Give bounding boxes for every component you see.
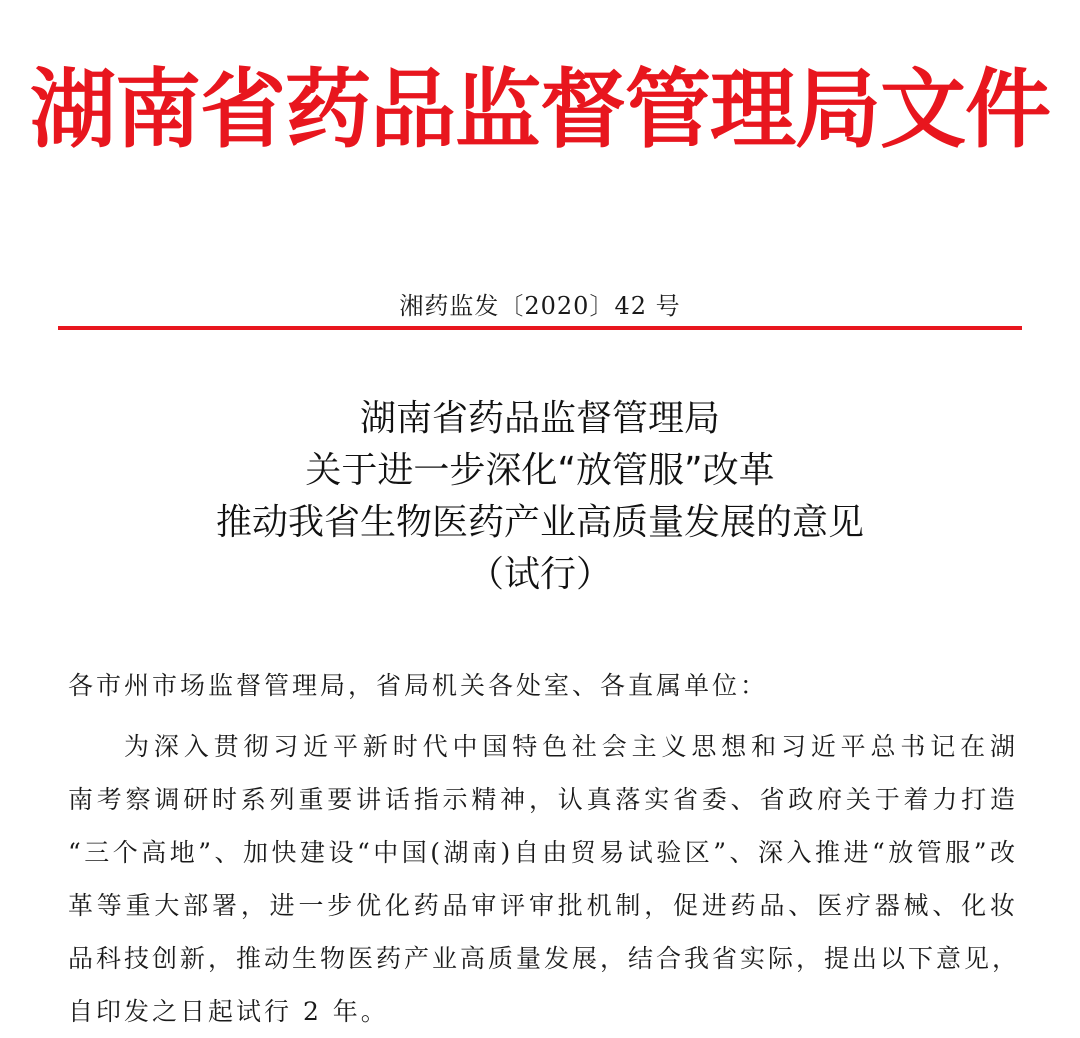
paragraph-line: 南考察调研时系列重要讲话指示精神，认真落实省委、省政府关于着力打造 — [68, 785, 1018, 814]
document-number: 湘药监发〔2020〕42 号 — [399, 292, 681, 320]
red-divider-line — [58, 326, 1022, 330]
title-line-1: 湖南省药品监督管理局 — [359, 398, 720, 439]
paragraph-line: “三个高地”、加快建设“中国(湖南)自由贸易试验区”、深入推进“放管服”改 — [68, 838, 1018, 867]
document-body — [68, 666, 1021, 1038]
document-title — [0, 393, 1080, 601]
title-line-2: 关于进一步深化“放管服”改革 — [305, 450, 775, 491]
paragraph-line: 革等重大部署，进一步优化药品审评审批机制，促进药品、医疗器械、化妆 — [68, 891, 1018, 920]
paragraph-line: 自印发之日起试行 2 年。 — [68, 997, 389, 1026]
paragraph-line: 品科技创新，推动生物医药产业高质量发展，结合我省实际，提出以下意见， — [68, 944, 1021, 973]
title-line-3: 推动我省生物医药产业高质量发展的意见 — [215, 502, 864, 543]
salutation: 各市州市场监督管理局，省局机关各处室、各直属单位： — [68, 671, 769, 700]
document-masthead: 湖南省药品监督管理局文件 — [30, 60, 1050, 160]
paragraph-line: 为深入贯彻习近平新时代中国特色社会主义思想和习近平总书记在湖 — [124, 732, 1018, 761]
title-line-4: （试行） — [467, 554, 612, 595]
